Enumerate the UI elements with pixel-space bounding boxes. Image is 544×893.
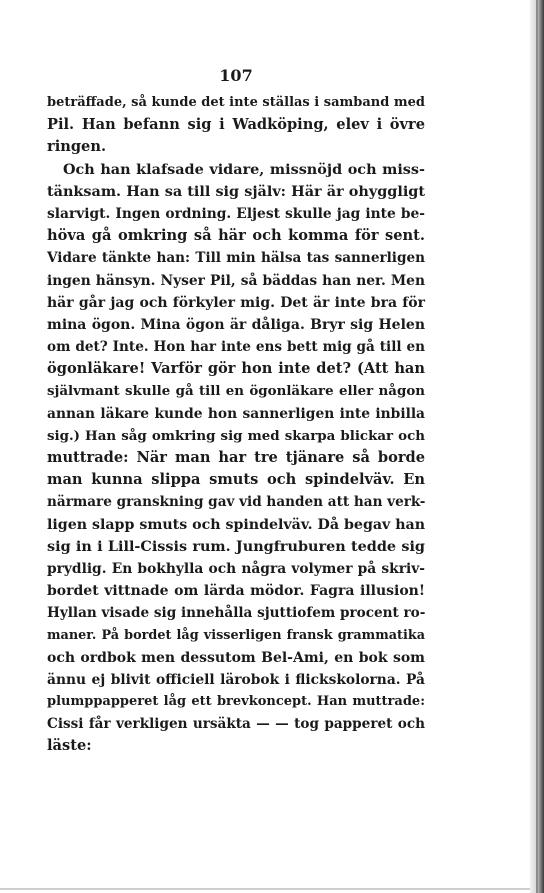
text-line: Pil. Han befann sig i Wadköping, elev i övre xyxy=(47,116,425,134)
page-number: 107 xyxy=(219,66,253,85)
text-line: ligen slapp smuts och spindelväv. Då begav han xyxy=(47,516,426,533)
text-line: muttrade: När man har tre tjänare så borde xyxy=(47,449,425,466)
text-line: plumppapperet låg ett brevkoncept. Han muttrade: xyxy=(47,694,425,710)
scan-page-edge xyxy=(530,0,544,893)
text-line: ringen. xyxy=(47,138,107,156)
text-line: självmant skulle gå till en ögonläkare eller någon xyxy=(47,383,425,400)
text-line: ögonläkare! Varför gör hon inte det? (Att han xyxy=(47,360,425,378)
text-line: Och han klafsade vidare, missnöjd och miss- xyxy=(63,160,425,178)
text-line: man kunna slippa smuts och spindelväv. En xyxy=(47,471,425,489)
page-text-body xyxy=(47,92,425,758)
text-line: mina ögon. Mina ögon är dåliga. Bryr sig Helen xyxy=(47,316,425,333)
text-line: annan läkare kunde hon sannerligen inte inbilla xyxy=(47,405,425,422)
text-line: tänksam. Han sa till sig själv: Här är ohyggligt xyxy=(47,182,425,200)
text-line: och ordbok men dessutom Bel-Ami, en bok som xyxy=(47,649,425,666)
book-page xyxy=(47,62,425,758)
text-line: Cissi får verkligen ursäkta — — tog papperet och xyxy=(47,716,425,733)
text-line: ingen hänsyn. Nyser Pil, så bäddas han ner. Men xyxy=(47,272,425,289)
text-line: maner. På bordet låg visserligen fransk grammatika xyxy=(47,627,425,643)
text-line: om det? Inte. Hon har inte ens bett mig gå till en xyxy=(47,339,425,356)
text-line: sig.) Han såg omkring sig med skarpa blickar och xyxy=(47,427,425,444)
text-line: Hyllan visade sig innehålla sjuttiofem procent ro- xyxy=(47,605,426,622)
text-line: bordet vittnade om lärda mödor. Fagra illusion! xyxy=(47,583,425,600)
text-line: höva gå omkring så här och komma för sent. xyxy=(47,227,425,245)
text-line: beträffade, så kunde det inte ställas i samband med xyxy=(47,95,425,110)
text-line: här går jag och förkyler mig. Det är inte bra för xyxy=(47,294,425,311)
text-line: sig in i Lill-Cissis rum. Jungfruburen tedde sig xyxy=(47,537,425,555)
text-line: närmare granskning gav vid handen att han verk- xyxy=(47,494,426,511)
text-line: slarvigt. Ingen ordning. Eljest skulle jag inte be- xyxy=(47,205,425,222)
text-line: ännu ej blivit officiell lärobok i flickskolorna. På xyxy=(47,671,425,688)
text-line: läste: xyxy=(47,737,92,755)
text-line: prydlig. En bokhylla och några volymer på skriv- xyxy=(47,560,425,577)
text-line: Vidare tänkte han: Till min hälsa tas sannerligen xyxy=(47,250,425,267)
scan-bottom-edge xyxy=(0,888,530,890)
scan-page-edge-line xyxy=(536,0,538,893)
